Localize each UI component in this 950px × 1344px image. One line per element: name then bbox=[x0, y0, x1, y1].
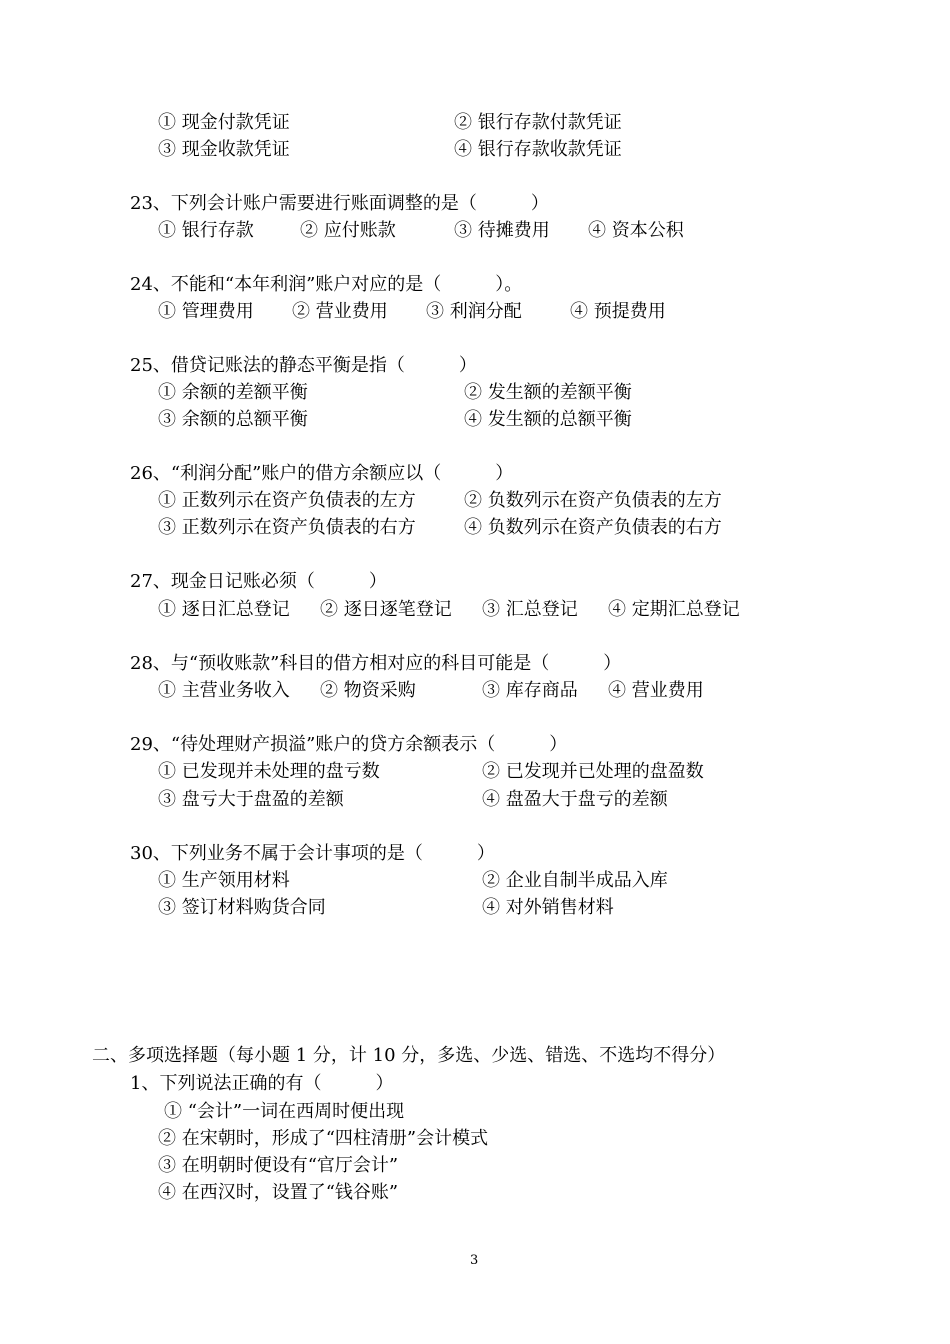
q25-option-1: ① 余额的差额平衡 bbox=[158, 382, 308, 403]
s2-q1-option-2: ② 在宋朝时，形成了“四柱清册”会计模式 bbox=[158, 1128, 489, 1149]
q24-stem: 24、不能和“本年利润”账户对应的是（ ）。 bbox=[130, 274, 523, 295]
q28-option-4: ④ 营业费用 bbox=[608, 680, 704, 701]
q23-option-4: ④ 资本公积 bbox=[588, 220, 684, 241]
q27-option-4: ④ 定期汇总登记 bbox=[608, 599, 740, 620]
q28-stem: 28、与“预收账款”科目的借方相对应的科目可能是（ ） bbox=[130, 653, 622, 674]
s2-q1-option-4: ④ 在西汉时，设置了“钱谷账” bbox=[158, 1182, 399, 1203]
q25-stem: 25、借贷记账法的静态平衡是指（ ） bbox=[130, 355, 477, 376]
q25-option-2: ② 发生额的差额平衡 bbox=[464, 382, 632, 403]
q30-option-4: ④ 对外销售材料 bbox=[482, 897, 614, 918]
s2-q1-stem: 1、下列说法正确的有（ ） bbox=[130, 1073, 394, 1094]
q24-option-3: ③ 利润分配 bbox=[426, 301, 522, 322]
q25-option-3: ③ 余额的总额平衡 bbox=[158, 409, 308, 430]
q24-option-4: ④ 预提费用 bbox=[570, 301, 666, 322]
section-heading: 二、多项选择题（每小题 1 分，计 10 分，多选、少选、错选、不选均不得分） bbox=[92, 1045, 726, 1066]
q26-stem: 26、“利润分配”账户的借方余额应以（ ） bbox=[130, 463, 514, 484]
q30-option-1: ① 生产领用材料 bbox=[158, 870, 290, 891]
q25-option-4: ④ 发生额的总额平衡 bbox=[464, 409, 632, 430]
q22-option-3: ③ 现金收款凭证 bbox=[158, 139, 290, 160]
q23-stem: 23、下列会计账户需要进行账面调整的是（ ） bbox=[130, 193, 549, 214]
q24-option-1: ① 管理费用 bbox=[158, 301, 254, 322]
q29-option-3: ③ 盘亏大于盘盈的差额 bbox=[158, 789, 344, 810]
q29-option-1: ① 已发现并未处理的盘亏数 bbox=[158, 761, 380, 782]
q24-option-2: ② 营业费用 bbox=[292, 301, 388, 322]
q28-option-3: ③ 库存商品 bbox=[482, 680, 578, 701]
q30-option-3: ③ 签订材料购货合同 bbox=[158, 897, 326, 918]
q27-option-3: ③ 汇总登记 bbox=[482, 599, 578, 620]
page-number: 3 bbox=[470, 1253, 479, 1268]
q30-option-2: ② 企业自制半成品入库 bbox=[482, 870, 668, 891]
s2-q1-option-1: ① “会计”一词在西周时便出现 bbox=[164, 1101, 405, 1122]
q30-stem: 30、下列业务不属于会计事项的是（ ） bbox=[130, 843, 495, 864]
s2-q1-option-3: ③ 在明朝时便设有“官厅会计” bbox=[158, 1155, 399, 1176]
q22-option-4: ④ 银行存款收款凭证 bbox=[454, 139, 622, 160]
q23-option-1: ① 银行存款 bbox=[158, 220, 254, 241]
q27-stem: 27、现金日记账必须（ ） bbox=[130, 571, 387, 592]
q29-stem: 29、“待处理财产损溢”账户的贷方余额表示（ ） bbox=[130, 734, 568, 755]
q29-option-4: ④ 盘盈大于盘亏的差额 bbox=[482, 789, 668, 810]
q22-option-2: ② 银行存款付款凭证 bbox=[454, 112, 622, 133]
q26-option-4: ④ 负数列示在资产负债表的右方 bbox=[464, 517, 722, 538]
q23-option-2: ② 应付账款 bbox=[300, 220, 396, 241]
q23-option-3: ③ 待摊费用 bbox=[454, 220, 550, 241]
q22-option-1: ① 现金付款凭证 bbox=[158, 112, 290, 133]
q27-option-2: ② 逐日逐笔登记 bbox=[320, 599, 452, 620]
q26-option-3: ③ 正数列示在资产负债表的右方 bbox=[158, 517, 416, 538]
q28-option-2: ② 物资采购 bbox=[320, 680, 416, 701]
q27-option-1: ① 逐日汇总登记 bbox=[158, 599, 290, 620]
q29-option-2: ② 已发现并已处理的盘盈数 bbox=[482, 761, 704, 782]
q26-option-1: ① 正数列示在资产负债表的左方 bbox=[158, 490, 416, 511]
q26-option-2: ② 负数列示在资产负债表的左方 bbox=[464, 490, 722, 511]
q28-option-1: ① 主营业务收入 bbox=[158, 680, 290, 701]
